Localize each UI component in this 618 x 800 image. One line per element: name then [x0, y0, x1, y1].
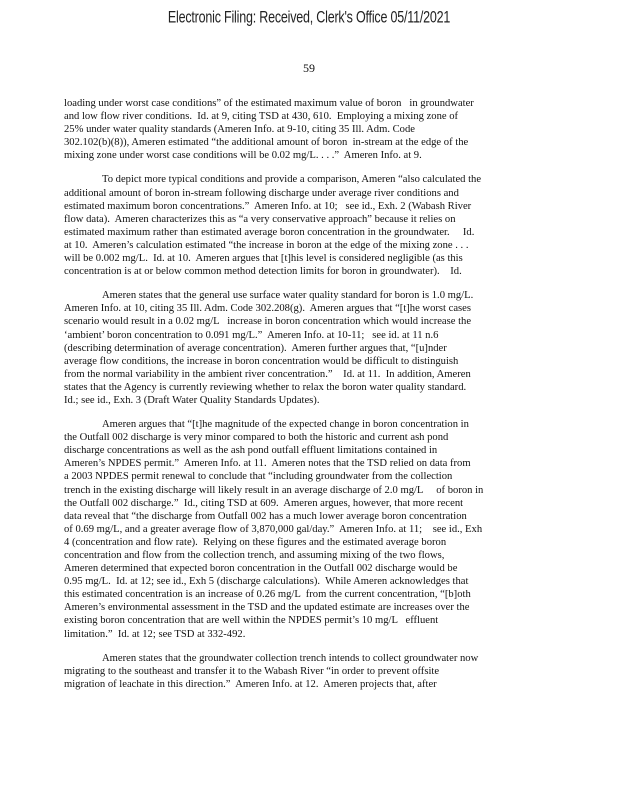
- text-line: additional amount of boron in-stream following discharge under average river conditions and: [64, 187, 459, 199]
- paragraph: [64, 652, 542, 691]
- text-line: 302.102(b)(8)), Ameren estimated “the additional amount of boron in-stream at the edge of the: [64, 137, 469, 149]
- text-line: (describing determination of average concentration). Ameren further argues that, “[u]nder: [64, 342, 447, 354]
- text-line: concentration and flow from the collection trench, and assuming mixing of the two flows,: [64, 550, 445, 561]
- text-line: loading under worst case conditions” of the estimated maximum value of boron in groundwater: [64, 98, 474, 109]
- text-line: discharge concentrations as well as the ash pond outfall effluent limitations contained in: [64, 445, 438, 457]
- text-line: Ameren determined that expected boron concentration in the Outfall 002 discharge would be: [64, 563, 458, 575]
- text-line: this estimated concentration is an increase of 0.26 mg/L from the current concentration, “[b]oth: [64, 589, 471, 601]
- text-line: concentration is at or below common method detection limits for boron in groundwater). Id.: [64, 266, 462, 278]
- text-line: migration of leachate in this direction.” Ameren Info. at 12. Ameren projects that, after: [64, 678, 437, 690]
- text-line: Ameren states that the groundwater collection trench intends to collect groundwater now: [102, 652, 479, 664]
- text-line: and low flow river conditions. Id. at 9, citing TSD at 430, 610. Employing a mixing zone of: [64, 111, 459, 123]
- text-line: Ameren’s NPDES permit.” Ameren Info. at 11. Ameren notes that the TSD relied on data from: [64, 458, 471, 470]
- text-line: 25% under water quality standards (Ameren Info. at 9-10, citing 35 Ill. Adm. Code: [64, 124, 415, 136]
- paragraph: [64, 173, 542, 278]
- paragraph: [64, 97, 542, 162]
- text-line: 4 (concentration and flow rate). Relying on these figures and the estimated average boron: [64, 536, 447, 548]
- text-line: from the normal variability in the ambient river concentration.” Id. at 11. In addition, Ameren: [64, 368, 471, 380]
- text-line: Ameren states that the general use surface water quality standard for boron is 1.0 mg/L.: [102, 290, 474, 302]
- text-line: states that the Agency is currently reviewing whether to relax the boron water quality standard.: [64, 381, 467, 393]
- text-line: existing boron concentration that are well within the NPDES permit’s 10 mg/L effluent: [64, 615, 439, 627]
- text-line: Ameren’s environmental assessment in the TSD and the updated estimate are increases over the: [64, 602, 470, 614]
- text-line: estimated maximum boron concentrations.” Ameren Info. at 10; see id., Exh. 2 (Wabash River: [64, 200, 472, 212]
- text-line: will be 0.002 mg/L. Id. at 10. Ameren argues that [t]his level is considered negligible (as this: [64, 253, 463, 265]
- filing-stamp-header: Electronic Filing: Received, Clerk's Office 05/11/2021: [167, 7, 451, 27]
- text-line: migrating to the southeast and transfer it to the Wabash River “in order to prevent offsite: [64, 665, 440, 677]
- paragraph: [64, 289, 542, 407]
- text-line: the Outfall 002 discharge.” Id., citing TSD at 609. Ameren argues, however, that more recent: [64, 497, 464, 509]
- text-line: scenario would result in a 0.02 mg/L increase in boron concentration which would increase the: [64, 316, 472, 328]
- text-line: Id.; see id., Exh. 3 (Draft Water Quality Standards Updates).: [64, 394, 320, 406]
- text-line: flow data). Ameren characterizes this as “a very conservative approach” because it relies on: [64, 213, 456, 225]
- document-body: [64, 97, 542, 702]
- text-line: the Outfall 002 discharge is very minor compared to both the historic and current ash pond: [64, 432, 449, 444]
- page-number: 59: [303, 61, 315, 75]
- text-line: at 10. Ameren’s calculation estimated “the increase in boron at the edge of the mixing zone . . .: [64, 239, 469, 251]
- text-line: trench in the existing discharge will likely result in an average discharge of 2.0 mg/L of boron in: [64, 484, 484, 496]
- text-line: Ameren argues that “[t]he magnitude of the expected change in boron concentration in: [102, 419, 469, 431]
- text-line: To depict more typical conditions and provide a comparison, Ameren “also calculated the: [102, 174, 482, 186]
- text-line: Ameren Info. at 10, citing 35 Ill. Adm. Code 302.208(g). Ameren argues that “[t]he worst cases: [64, 303, 471, 315]
- text-line: mixing zone under worst case conditions will be 0.02 mg/L. . . .” Ameren Info. at 9.: [64, 150, 422, 162]
- text-line: average flow conditions, the increase in boron concentration would be difficult to distinguish: [64, 355, 459, 367]
- text-line: data reveal that “the discharge from Outfall 002 has a much lower average boron concentration: [64, 510, 467, 522]
- text-line: 0.95 mg/L. Id. at 12; see id., Exh 5 (discharge calculations). While Ameren acknowledges that: [64, 576, 469, 588]
- text-line: a 2003 NPDES permit renewal to conclude that “including groundwater from the collection: [64, 471, 453, 483]
- text-line: limitation.” Id. at 12; see TSD at 332-492.: [64, 628, 246, 640]
- paragraph: [64, 418, 542, 641]
- text-line: ‘ambient’ boron concentration to 0.091 mg/L.” Ameren Info. at 10-11; see id. at 11 n.6: [64, 329, 439, 341]
- text-line: of 0.69 mg/L, and a greater average flow of 3,870,000 gal/day.” Ameren Info. at 11; see id., Exh: [64, 523, 483, 535]
- text-line: estimated maximum rather than estimated average boron concentration in the groundwater. Id.: [64, 226, 475, 238]
